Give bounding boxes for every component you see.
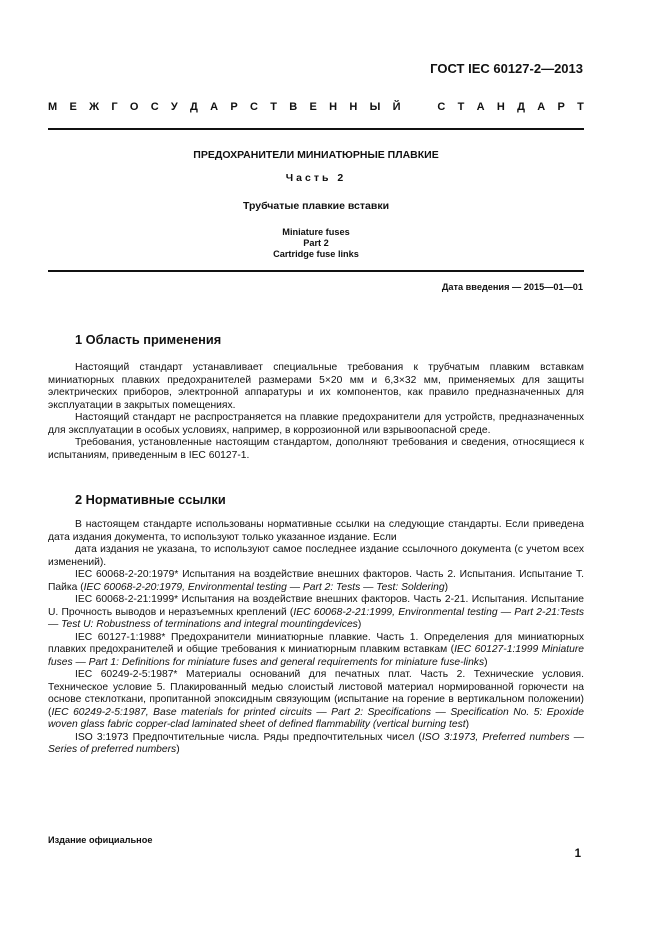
banner-letter: Е xyxy=(309,101,317,113)
english-title-line: Miniature fuses xyxy=(282,227,350,237)
reference-text: IEC 60127-1:1988* Предохранители миниатюрные плавкие. Часть 1. Определения для миниатюрных плавких предохранителей и общие требования к миниатюрным плавким вставкам ( xyxy=(48,631,584,655)
reference-item xyxy=(48,669,584,732)
banner-letter: О xyxy=(129,101,139,113)
banner-letter: Т xyxy=(457,101,465,113)
section-1-heading: 1 Область применения xyxy=(75,332,222,347)
reference-close: ) xyxy=(465,719,470,730)
reference-text: IEC 60249-2-5:1987* Материалы оснований для печатных плат. Часть 2. Технические условия. Техническое условие 5. Плакированный медью слоистый листовой материал нормированной горючести на основе стеклоткани, пропитанной эпоксидным связующим (испытание на горение в вертикальном положении) ( xyxy=(48,669,584,718)
top-divider xyxy=(48,128,584,130)
reference-close: ) xyxy=(484,656,488,668)
paragraph: В настоящем стандарте использованы нормативные ссылки на следующие стандарты. Если приведена дата издания документа, то используют только указанное издание. Если xyxy=(48,519,584,543)
banner-letter: Р xyxy=(230,101,238,113)
section-1-body xyxy=(48,362,584,462)
english-title-line: Cartridge fuse links xyxy=(273,249,359,259)
english-title-line: Part 2 xyxy=(303,238,329,248)
reference-english: IEC 60249-2-5:1987, Base materials for printed circuits — Part 2: Specifications — Specification No. 5: Epoxide woven glass fabric copper-clad laminated sheet of defined flammability (vertical burning test xyxy=(48,706,584,730)
reference-english: IEC 60068-2-21:1999, Environmental testing — Part 2-21:Tests — Test U: Robustness of terminations and integral mountingdevices xyxy=(48,606,584,630)
banner-letter: А xyxy=(537,101,546,113)
reference-close: ) xyxy=(357,619,362,630)
section-2-heading: 2 Нормативные ссылки xyxy=(75,492,226,507)
banner-letter: Н xyxy=(349,101,358,113)
reference-item xyxy=(48,594,584,632)
official-edition-label: Издание официальное xyxy=(48,835,153,845)
interstate-standard-banner xyxy=(48,101,584,113)
banner-letter: Г xyxy=(111,101,118,113)
banner-letter: Д xyxy=(517,101,525,113)
reference-text: IEC 60068-2-21:1999* Испытания на воздействие внешних факторов. Часть 2-21. Испытания. Испытание U. Прочность выводов и неразъемных креплений ( xyxy=(48,594,584,618)
banner-letter: У xyxy=(170,101,178,113)
introduction-date: Дата введения — 2015—01—01 xyxy=(441,282,583,292)
reference-text: IEC 60068-2-20:1979* Испытания на воздействие внешних факторов. Часть 2. Испытания. Испытание Т. Пайка ( xyxy=(48,569,584,593)
gost-number: ГОСТ IEC 60127-2—2013 xyxy=(430,61,583,76)
paragraph: Требования, установленные настоящим стандартом, дополняют требования и сведения, относящиеся к испытаниям, приведенным в IEC 60127-1. xyxy=(48,437,584,461)
banner-letter: Т xyxy=(577,101,584,113)
banner-letter: Д xyxy=(190,101,198,113)
banner-letter: Ы xyxy=(369,101,381,113)
paragraph: Настоящий стандарт устанавливает специальные требования к трубчатым плавким вставкам миниатюрных плавких предохранителей размерами 5×20 мм и 6,3×32 мм, применяемых для защиты электрических приборов, электронной аппаратуры и их компонентов, как правило предназначенных для эксплуатации в закрытых помещениях. xyxy=(48,362,584,411)
banner-letter: Р xyxy=(557,101,565,113)
page-number: 1 xyxy=(574,848,581,860)
reference-english: ISO 3:1973, Preferred numbers — Series of preferred numbers xyxy=(48,731,584,755)
reference-item xyxy=(48,632,584,670)
document-title: ПРЕДОХРАНИТЕЛИ МИНИАТЮРНЫЕ ПЛАВКИЕ xyxy=(193,149,439,161)
banner-letter: Т xyxy=(270,101,277,113)
banner-letter: Ж xyxy=(89,101,100,113)
reference-item xyxy=(48,732,584,757)
paragraph: Настоящий стандарт не распространяется на плавкие предохранители для устройств, предназначенных для эксплуатации в особых условиях, например, в коррозионной или взрывоопасной среде. xyxy=(48,412,584,436)
banner-letter: А xyxy=(210,101,219,113)
document-subtitle: Трубчатые плавкие вставки xyxy=(242,200,390,212)
reference-english: IEC 60127-1:1999 Miniature fuses — Part 1: Definitions for miniature fuses and general requirements for miniature fuse-links xyxy=(48,644,584,668)
banner-letter: Е xyxy=(69,101,77,113)
banner-letter: А xyxy=(476,101,485,113)
section-2-body xyxy=(48,519,584,757)
banner-letter: С xyxy=(250,101,258,113)
banner-letter: Й xyxy=(392,101,401,113)
reference-close: ) xyxy=(176,744,180,755)
reference-text: ISO 3:1973 Предпочтительные числа. Ряды предпочтительных чисел ( xyxy=(75,731,422,743)
paragraph: дата издания не указана, то используют самое последнее издание ссылочного документа (с учетом всех изменений). xyxy=(48,544,584,568)
banner-letter: М xyxy=(48,101,58,113)
banner-letter: С xyxy=(150,101,159,113)
banner-letter: Н xyxy=(329,101,338,113)
bottom-divider xyxy=(48,270,584,272)
banner-letter: Н xyxy=(496,101,505,113)
english-title xyxy=(48,227,584,260)
reference-english: IEC 60068-2-20:1979, Environmental testing — Part 2: Tests — Test: Soldering xyxy=(83,581,445,593)
reference-item xyxy=(48,569,584,594)
banner-letter: В xyxy=(289,101,298,113)
part-label: Часть 2 xyxy=(285,172,347,184)
reference-close: ) xyxy=(444,581,449,593)
banner-letter: С xyxy=(437,101,446,113)
